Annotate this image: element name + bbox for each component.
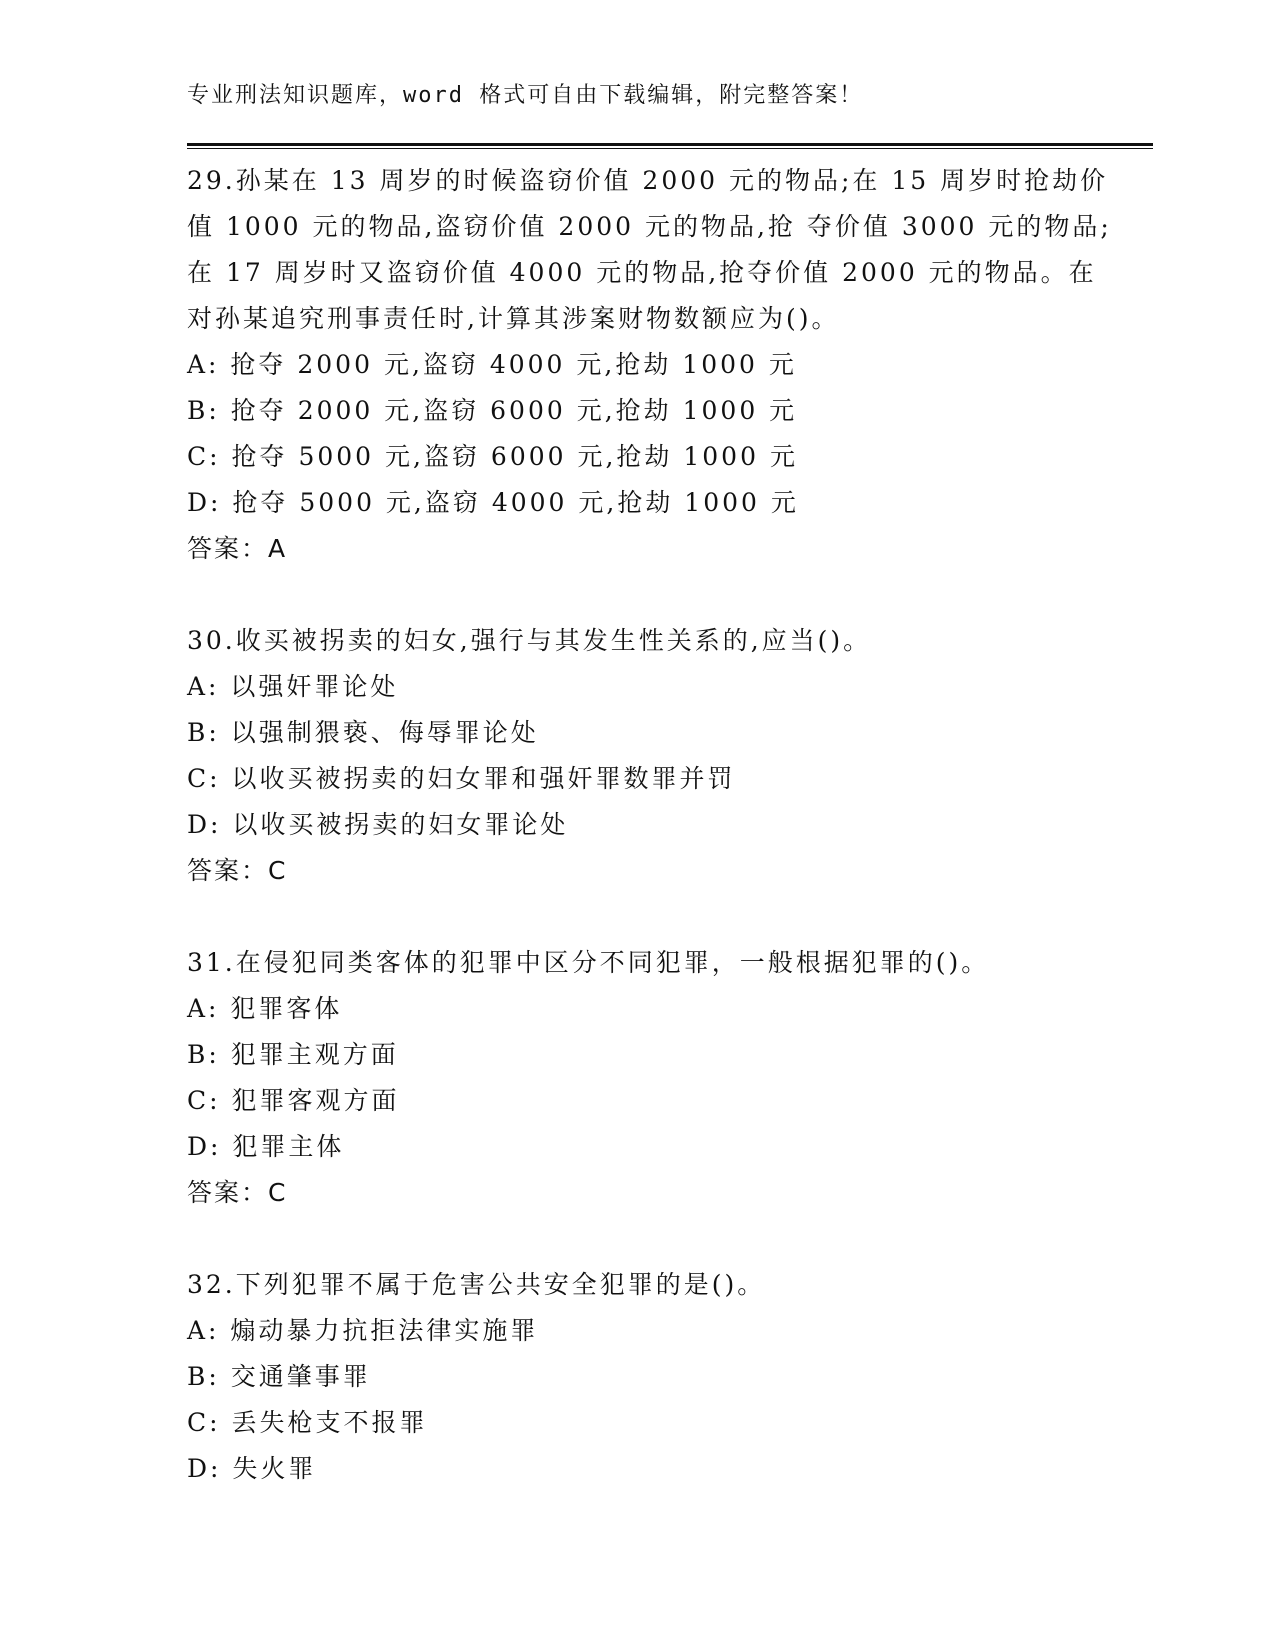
option-a: A: 犯罪客体: [187, 994, 343, 1023]
option-a: A: 以强奸罪论处: [187, 672, 399, 701]
option-a: A: 煽动暴力抗拒法律实施罪: [187, 1316, 539, 1345]
option-b: B: 犯罪主观方面: [187, 1040, 399, 1069]
option-c: C: 犯罪客观方面: [187, 1086, 400, 1115]
option-d: D: 犯罪主体: [187, 1132, 345, 1161]
question-31: [187, 940, 1117, 1216]
option-c: C: 以收买被拐卖的妇女罪和强奸罪数罪并罚: [187, 764, 736, 793]
option-b: B: 交通肇事罪: [187, 1362, 371, 1391]
question-text-line: 30.收买被拐卖的妇女,强行与其发生性关系的,应当()。: [187, 626, 872, 655]
question-text-line: 31.在侵犯同类客体的犯罪中区分不同犯罪，一般根据犯罪的()。: [187, 948, 990, 977]
question-29: [187, 158, 1117, 572]
question-32: [187, 1262, 1117, 1492]
answer: 答案：A: [187, 534, 288, 563]
option-b: B: 抢夺 2000 元,盗窃 6000 元,抢劫 1000 元: [187, 396, 798, 425]
option-c: C: 抢夺 5000 元,盗窃 6000 元,抢劫 1000 元: [187, 442, 798, 471]
page-header: 专业刑法知识题库，word 格式可自由下载编辑，附完整答案！: [187, 83, 864, 108]
question-text-line: 在 17 周岁时又盗窃价值 4000 元的物品,抢夺价值 2000 元的物品。在: [187, 258, 1097, 287]
answer: 答案：C: [187, 1178, 288, 1207]
option-c: C: 丢失枪支不报罪: [187, 1408, 428, 1437]
question-text-line: 29.孙某在 13 周岁的时候盗窃价值 2000 元的物品;在 15 周岁时抢劫价: [187, 166, 1109, 195]
option-d: D: 失火罪: [187, 1454, 317, 1483]
question-list: [187, 158, 1117, 1538]
option-a: A: 抢夺 2000 元,盗窃 4000 元,抢劫 1000 元: [187, 350, 797, 379]
question-30: [187, 618, 1117, 894]
question-text-line: 32.下列犯罪不属于危害公共安全犯罪的是()。: [187, 1270, 766, 1299]
option-b: B: 以强制猥亵、侮辱罪论处: [187, 718, 539, 747]
question-text-line: 对孙某追究刑事责任时,计算其涉案财物数额应为()。: [187, 304, 840, 333]
option-d: D: 抢夺 5000 元,盗窃 4000 元,抢劫 1000 元: [187, 488, 799, 517]
option-d: D: 以收买被拐卖的妇女罪论处: [187, 810, 569, 839]
header-divider-thick: [187, 143, 1153, 146]
answer: 答案：C: [187, 856, 288, 885]
question-text-line: 值 1000 元的物品,盗窃价值 2000 元的物品,抢 夺价值 3000 元的物品;: [187, 212, 1112, 241]
header-divider-thin: [187, 148, 1153, 149]
